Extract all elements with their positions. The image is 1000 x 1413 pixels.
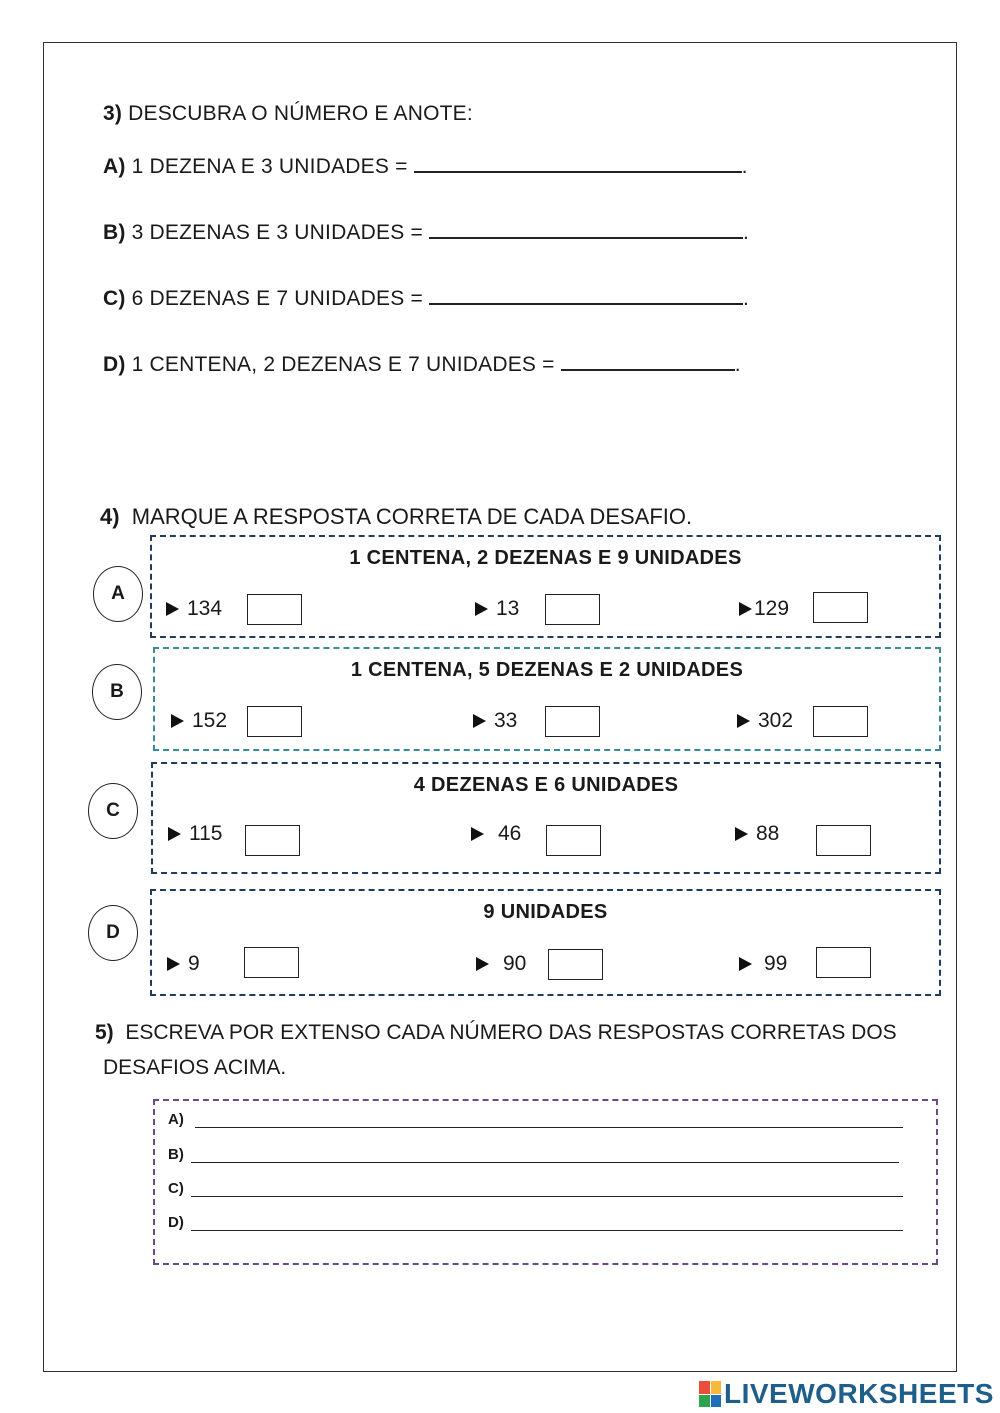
triangle-bullet-icon (735, 827, 748, 841)
option-d3 (739, 952, 787, 976)
checkbox-b1[interactable] (247, 706, 302, 737)
q3-item-label: C) (103, 287, 126, 310)
q3-item-text: 3 DEZENAS E 3 UNIDADES = (131, 221, 423, 244)
option-value: 115 (189, 822, 223, 845)
option-c1 (168, 822, 222, 846)
triangle-bullet-icon (168, 827, 181, 841)
option-a1 (166, 597, 222, 621)
challenge-a-title: 1 CENTENA, 2 DEZENAS E 9 UNIDADES (349, 547, 742, 569)
q3-item-end: . (742, 221, 750, 244)
q5-label-c: C) (168, 1180, 184, 1197)
q5-heading (95, 1021, 897, 1045)
option-value: 33 (494, 709, 518, 732)
triangle-bullet-icon (166, 602, 179, 616)
option-d2 (476, 952, 526, 976)
challenge-c-box (151, 762, 941, 874)
q5-answer-line-c[interactable] (191, 1196, 903, 1197)
challenge-a-badge (93, 566, 143, 622)
checkbox-d3[interactable] (816, 947, 871, 978)
option-value: 88 (756, 822, 780, 845)
challenge-b-title: 1 CENTENA, 5 DEZENAS E 2 UNIDADES (350, 659, 744, 681)
checkbox-c3[interactable] (816, 825, 871, 856)
q3-item-label: B) (103, 221, 126, 244)
challenge-d-box (150, 889, 941, 996)
option-value: 99 (764, 952, 788, 975)
checkbox-a2[interactable] (545, 594, 600, 625)
q5-line1: ESCREVA POR EXTENSO CADA NÚMERO DAS RESPOSTAS CORRETAS DOS (125, 1021, 897, 1044)
triangle-bullet-icon (167, 957, 180, 971)
q3-heading (103, 102, 473, 126)
q3-item-text: 6 DEZENAS E 7 UNIDADES = (131, 287, 423, 310)
triangle-bullet-icon (739, 957, 752, 971)
checkbox-d2[interactable] (548, 949, 603, 980)
triangle-bullet-icon (475, 602, 488, 616)
challenge-d-title: 9 UNIDADES (483, 901, 608, 923)
q5-line2: DESAFIOS ACIMA. (103, 1056, 287, 1079)
option-value: 129 (754, 597, 790, 620)
option-value: 90 (503, 952, 527, 975)
q3-item-text: 1 DEZENA E 3 UNIDADES = (131, 155, 408, 178)
challenge-letter: D (106, 922, 120, 943)
challenge-d-badge (88, 905, 138, 961)
checkbox-a1[interactable] (247, 594, 302, 625)
triangle-bullet-icon (737, 714, 750, 728)
brand-name: LIVEWORKSHEETS (724, 1378, 994, 1409)
checkbox-b3[interactable] (813, 706, 868, 737)
q5-answer-line-b[interactable] (191, 1162, 899, 1163)
q3-number: 3) (103, 102, 123, 125)
q5-number: 5) (95, 1021, 114, 1044)
q5-label-a: A) (168, 1111, 184, 1128)
checkbox-c2[interactable] (546, 825, 601, 856)
option-value: 152 (192, 709, 228, 732)
option-a2 (475, 597, 519, 621)
challenge-a-box (150, 535, 941, 638)
answer-line-a[interactable] (414, 153, 742, 173)
checkbox-d1[interactable] (244, 947, 299, 978)
challenge-c-badge (88, 783, 138, 839)
q3-item-end: . (734, 353, 741, 376)
q3-item-label: A) (103, 155, 126, 178)
liveworksheets-logo-icon (699, 1381, 721, 1407)
challenge-letter: A (111, 583, 125, 604)
option-value: 302 (758, 709, 794, 732)
triangle-bullet-icon (473, 714, 486, 728)
option-a3 (739, 597, 789, 621)
option-b1 (171, 709, 227, 733)
q3-item-label: D) (103, 353, 126, 376)
answer-line-b[interactable] (429, 219, 743, 239)
option-value: 134 (187, 597, 223, 620)
triangle-bullet-icon (171, 714, 184, 728)
q4-heading (100, 504, 692, 530)
challenge-c-title: 4 DEZENAS E 6 UNIDADES (413, 774, 679, 796)
q5-answer-box (153, 1099, 938, 1265)
q4-number: 4) (100, 504, 120, 529)
checkbox-b2[interactable] (545, 706, 600, 737)
option-c2 (471, 822, 521, 846)
liveworksheets-logo[interactable] (699, 1378, 994, 1410)
triangle-bullet-icon (471, 827, 484, 841)
q5-answer-line-d[interactable] (191, 1230, 903, 1231)
option-c3 (735, 822, 779, 846)
q3-item-text: 1 CENTENA, 2 DEZENAS E 7 UNIDADES = (131, 353, 555, 376)
challenge-letter: C (106, 800, 120, 821)
q3-item-end: . (741, 155, 748, 178)
option-d1 (167, 952, 200, 976)
answer-line-c[interactable] (429, 285, 743, 305)
challenge-b-box (153, 647, 941, 751)
q5-answer-line-a[interactable] (195, 1127, 903, 1128)
challenge-letter: B (110, 681, 124, 702)
checkbox-c1[interactable] (245, 825, 300, 856)
triangle-bullet-icon (739, 602, 752, 616)
q5-label-d: D) (168, 1214, 184, 1231)
q5-label-b: B) (168, 1146, 184, 1163)
option-value: 46 (498, 822, 522, 845)
option-b2 (473, 709, 517, 733)
option-value: 13 (496, 597, 520, 620)
q4-title: MARQUE A RESPOSTA CORRETA DE CADA DESAFIO. (131, 504, 693, 529)
q3-item-b (103, 219, 749, 245)
checkbox-a3[interactable] (813, 592, 868, 623)
q3-item-a (103, 153, 748, 179)
answer-line-d[interactable] (561, 351, 735, 371)
q3-item-c (103, 285, 749, 311)
option-value: 9 (188, 952, 200, 975)
q3-item-end: . (742, 287, 750, 310)
q3-title: DESCUBRA O NÚMERO E ANOTE: (128, 102, 473, 125)
challenge-b-badge (92, 664, 142, 720)
q3-item-d (103, 351, 741, 377)
triangle-bullet-icon (476, 957, 489, 971)
option-b3 (737, 709, 793, 733)
